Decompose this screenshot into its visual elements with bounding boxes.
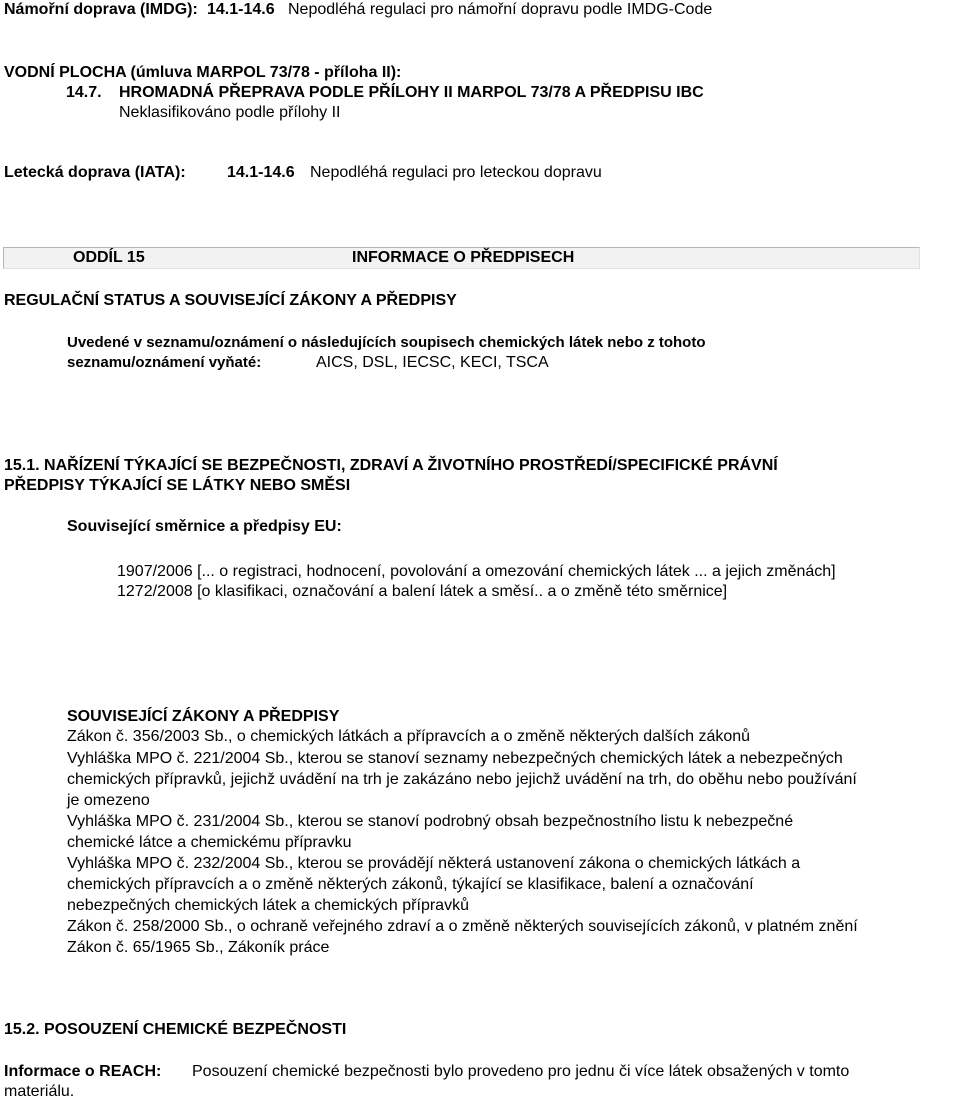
law-line: chemických přípravků, jejichž uvádění na trh je zakázáno nebo jejichž uvádění na trh, do oběhu nebo používání	[67, 771, 857, 788]
iata-label: Letecká doprava (IATA):	[4, 164, 186, 181]
law-line: Vyhláška MPO č. 231/2004 Sb., kterou se stanoví podrobný obsah bezpečnostního listu k nebezpečné	[67, 813, 794, 830]
s15-2-heading: 15.2. POSOUZENÍ CHEMICKÉ BEZPEČNOSTI	[4, 1021, 347, 1038]
related-laws-heading: SOUVISEJÍCÍ ZÁKONY A PŘEDPISY	[67, 708, 340, 725]
eu-item: 1272/2008 [o klasifikaci, označování a balení látek a směsí.. a o změně této směrnice]	[117, 583, 728, 600]
section-number: ODDÍL 15	[73, 249, 145, 266]
imdg-code: 14.1-14.6	[207, 1, 275, 18]
law-line: chemických přípravcích a o změně některých zákonů, týkající se klasifikace, balení a označování	[67, 876, 754, 893]
law-line: Zákon č. 258/2000 Sb., o ochraně veřejného zdraví a o změně některých souvisejících zákonů, v platném znění	[67, 918, 858, 935]
iata-text: Nepodléhá regulaci pro leteckou dopravu	[310, 164, 602, 181]
imdg-text: Nepodléhá regulaci pro námořní dopravu podle IMDG-Code	[288, 1, 713, 18]
law-line: Zákon č. 65/1965 Sb., Zákoník práce	[67, 939, 330, 956]
law-line: nebezpečných chemických látek a chemických přípravků	[67, 897, 469, 914]
s15-1-heading-line2: PŘEDPISY TÝKAJÍCÍ SE LÁTKY NEBO SMĚSI	[4, 477, 351, 494]
iata-code: 14.1-14.6	[227, 164, 295, 181]
section-title: INFORMACE O PŘEDPISECH	[352, 249, 575, 266]
eu-item: 1907/2006 [... o registraci, hodnocení, povolování a omezování chemických látek ... a jejich změnách]	[117, 563, 836, 580]
law-line: je omezeno	[67, 792, 150, 809]
imdg-label: Námořní doprava (IMDG):	[4, 1, 198, 18]
regulatory-status-label: seznamu/oznámení vyňaté:	[67, 354, 262, 371]
reach-label: Informace o REACH:	[4, 1063, 162, 1080]
reach-text-line2: materiálu.	[4, 1083, 75, 1100]
regulatory-status-heading: REGULAČNÍ STATUS A SOUVISEJÍCÍ ZÁKONY A PŘEDPISY	[4, 292, 457, 309]
eu-directives-heading: Související směrnice a předpisy EU:	[67, 518, 342, 535]
marpol-heading: VODNÍ PLOCHA (úmluva MARPOL 73/78 - příloha II):	[4, 64, 402, 81]
inventory-list: AICS, DSL, IECSC, KECI, TSCA	[316, 354, 549, 371]
regulatory-status-line1: Uvedené v seznamu/oznámení o následujících soupisech chemických látek nebo z tohoto	[67, 334, 706, 351]
law-line: chemické látce a chemickému přípravku	[67, 834, 352, 851]
reach-text-line1: Posouzení chemické bezpečnosti bylo provedeno pro jednu či více látek obsažených v tomto	[192, 1063, 850, 1080]
law-line: Vyhláška MPO č. 221/2004 Sb., kterou se stanoví seznamy nebezpečných chemických látek a nebezpečných	[67, 750, 843, 767]
marpol-subheading: HROMADNÁ PŘEPRAVA PODLE PŘÍLOHY II MARPOL 73/78 A PŘEDPISU IBC	[119, 84, 704, 101]
marpol-text: Neklasifikováno podle přílohy II	[119, 104, 341, 121]
law-line: Vyhláška MPO č. 232/2004 Sb., kterou se provádějí některá ustanovení zákona o chemických látkách a	[67, 855, 801, 872]
marpol-code: 14.7.	[66, 84, 102, 101]
s15-1-heading-line1: 15.1. NAŘÍZENÍ TÝKAJÍCÍ SE BEZPEČNOSTI, ZDRAVÍ A ŽIVOTNÍHO PROSTŘEDÍ/SPECIFICKÉ PRÁVNÍ	[4, 457, 778, 474]
law-line: Zákon č. 356/2003 Sb., o chemických látkách a přípravcích a o změně některých dalších zákonů	[67, 728, 751, 745]
